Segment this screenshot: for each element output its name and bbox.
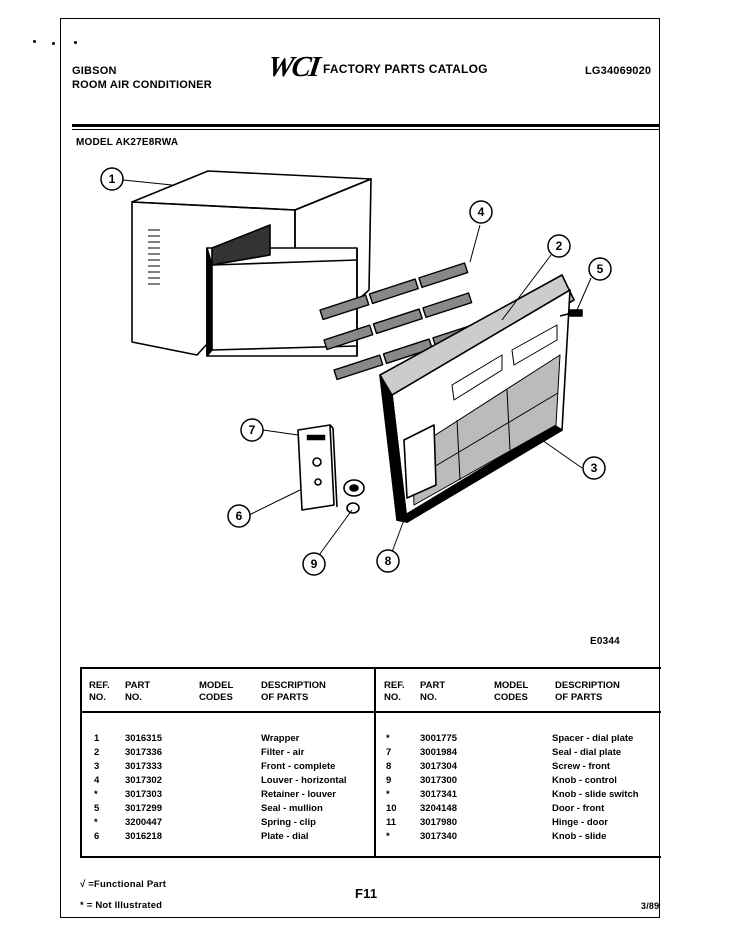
callout-2 (548, 235, 570, 257)
table-row: 1 3016315 Wrapper (94, 733, 300, 744)
col-description-left: DESCRIPTION OF PARTS (261, 680, 326, 703)
revision-date: 3/89 (641, 901, 660, 911)
model-line: MODEL AK27E8RWA (76, 137, 179, 148)
col-ref-no-left: REF. NO. (89, 680, 110, 703)
parts-table-right (386, 733, 639, 845)
cabinet-vents (148, 230, 160, 284)
table-header-rule (80, 711, 661, 713)
callout-7 (241, 419, 263, 441)
wrapper-cabinet (132, 171, 371, 356)
table-row: 3 3017333 Front - complete (94, 761, 336, 772)
col-description-right: DESCRIPTION OF PARTS (555, 680, 620, 703)
table-row: * 3017303 Retainer - louver (94, 789, 336, 800)
page-number: F11 (355, 886, 378, 901)
wci-logo: WCI (265, 51, 321, 83)
svg-text:7: 7 (248, 423, 256, 437)
table-row: 9 3017300 Knob - control (386, 775, 617, 786)
callout-1 (101, 168, 123, 190)
brand-name: GIBSON (72, 65, 117, 77)
col-ref-no-right: REF. NO. (384, 680, 405, 703)
svg-text:4: 4 (477, 205, 485, 219)
table-row: * 3017341 Knob - slide switch (386, 789, 639, 800)
table-row: 5 3017299 Seal - mullion (94, 803, 323, 814)
col-part-no-right: PART NO. (420, 680, 446, 703)
dial-plate (298, 425, 337, 510)
callout-3 (583, 457, 605, 479)
svg-text:9: 9 (310, 557, 318, 571)
table-mid-divider (374, 667, 376, 858)
callout-5 (589, 258, 611, 280)
exploded-parts-diagram (62, 150, 658, 655)
table-row: 7 3001984 Seal - dial plate (386, 747, 622, 758)
table-bottom-rule (80, 856, 661, 858)
header-rule-thick (72, 124, 660, 127)
table-row: 8 3017304 Screw - front (386, 761, 611, 772)
table-row: 2 3017336 Filter - air (94, 747, 305, 758)
svg-text:5: 5 (596, 262, 604, 276)
legend-functional-part: √ =Functional Part (80, 879, 167, 890)
product-name: ROOM AIR CONDITIONER (72, 79, 212, 91)
scan-speck (33, 40, 36, 43)
table-row: 6 3016218 Plate - dial (94, 831, 309, 842)
svg-text:3: 3 (590, 461, 598, 475)
svg-text:8: 8 (384, 554, 392, 568)
header-rule-thin (72, 129, 660, 130)
svg-text:2: 2 (555, 239, 563, 253)
callout-4 (470, 201, 492, 223)
table-row: 4 3017302 Louver - horizontal (94, 775, 347, 786)
table-left-border (80, 667, 82, 858)
col-model-codes-right: MODEL CODES (494, 680, 529, 703)
table-row: * 3200447 Spring - clip (94, 817, 316, 828)
scan-speck (52, 42, 55, 45)
col-model-codes-left: MODEL CODES (199, 680, 234, 703)
table-row: 11 3017980 Hinge - door (386, 817, 608, 828)
table-row: * 3017340 Knob - slide (386, 831, 607, 842)
table-top-rule (80, 667, 661, 669)
catalog-number: LG34069020 (585, 65, 652, 77)
catalog-title: FACTORY PARTS CATALOG (323, 62, 488, 76)
callout-8 (377, 550, 399, 572)
knobs (344, 480, 364, 513)
svg-text:6: 6 (235, 509, 243, 523)
figure-code: E0344 (590, 636, 620, 647)
legend-not-illustrated: * = Not Illustrated (80, 900, 163, 911)
svg-text:1: 1 (108, 172, 116, 186)
col-part-no-left: PART NO. (125, 680, 151, 703)
callout-9 (303, 553, 325, 575)
parts-table-left (94, 733, 347, 845)
table-row: * 3001775 Spacer - dial plate (386, 733, 634, 744)
table-row: 10 3204148 Door - front (386, 803, 605, 814)
callout-6 (228, 505, 250, 527)
